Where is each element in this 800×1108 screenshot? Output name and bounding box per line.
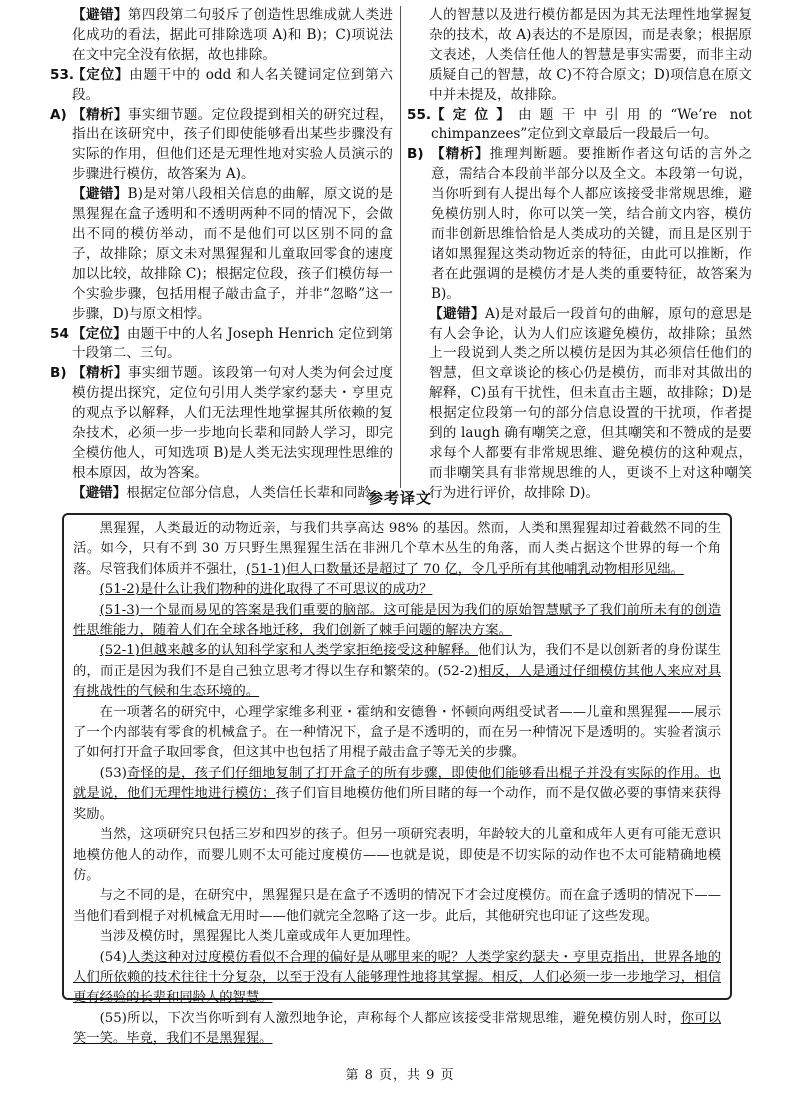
translation-box — [62, 513, 732, 1047]
analysis-text: 事实细节题。该段第一句对人类为何会过度模仿提出探究，定位句引用人类学家约瑟夫・亨里克的观点予以解释，人们无法理性地掌握其所依赖的复杂技术，必须一步一步地向长辈和同龄人学习，即完全模仿他人，可知选项 B)是人类无法实现理性思维的根本原因，故为答案。 — [72, 365, 394, 481]
translation-paragraph: 黑猩猩，人类最近的动物近亲，与我们共享高达 98% 的基因。然而，人类和黑猩猩却过着截然不同的生活。如今，只有不到 30 万只野生黑猩猩生活在非洲几个草木丛生的角落，而人类占据这个世界的每一个角落。尽管我们体质并不强壮，(51-1)但人口数量还是超过了 70 亿，令几乎所有其他哺乳动物相形见绌。 — [73, 521, 721, 577]
analysis-tag: 【精析】 — [431, 146, 490, 163]
locate-tag: 【定位】 — [72, 66, 130, 83]
locate-text: 由题干中的人名 Joseph Henrich 定位到第十段第二、三句。 — [72, 325, 394, 362]
question-53-locate — [50, 66, 393, 106]
translation-paragraph: (52-1)但越来越多的认知科学家和人类学家拒绝接受这种解释。他们认为，我们不是以创新者的身份谋生的，而正是因为我们不是自己独立思考才得以生存和繁荣的。(52-2)相反，人是通过仔细模仿其他人来应对具有挑战性的气候和生态环境的。 — [73, 643, 722, 700]
analysis-tag: 【精析】 — [72, 365, 128, 382]
translation-paragraph: 与之不同的是，在研究中，黑猩猩只是在盒子不透明的情况下才会过度模仿。而在盒子透明的情况下——当他们看到棍子对机械盒无用时——他们就完全忽略了这一步。此后，其他研究也印证了这些发现。 — [73, 888, 721, 924]
avoid-tag: 【避错】 — [72, 186, 128, 203]
page-footer: 第 8 页，共 9 页 — [345, 1068, 455, 1083]
question-54-locate — [50, 325, 393, 365]
avoid-tag: 【避错】 — [72, 484, 127, 501]
analysis-text: 事实细节题。定位段提到相关的研究过程，指出在该研究中，孩子们即使能够看出某些步骤没有实际的作用，但他们还是无理性地对实验人员演示的步骤进行模仿，故答案为 A)。 — [72, 106, 394, 183]
translation-paragraph: (55)所以，下次当你听到有人激烈地争论，声称每个人都应该接受非常规思维，避免模仿别人时，你可以笑一笑。毕竟，我们不是黑猩猩。 — [73, 1010, 722, 1047]
right-column — [407, 6, 752, 504]
avoid-tag: 【避错】 — [429, 305, 485, 322]
answer-55-analysis — [407, 145, 752, 304]
avoid-continuation-54: 人的智慧以及进行模仿都是因为其无法理性地掌握复杂的技术，故 A)表达的不是原因，而是表象；根据原文表述，人类信任他人的智慧是事实需要，而非主动质疑自己的智慧，故 C)不符合原文；D)项信息在原文中并未提及，故排除。 — [429, 7, 752, 103]
avoid-paragraph-52 — [50, 6, 393, 66]
avoid-paragraph-53 — [50, 185, 393, 324]
translation-paragraph: 当然，这项研究只包括三岁和四岁的孩子。但另一项研究表明，年龄较大的儿童和成年人更有可能无意识地模仿他人的动作，而婴儿则不太可能过度模仿——也就是说，即使是不切实际的动作也不太可能精确地模仿。 — [73, 827, 721, 883]
left-column — [50, 6, 393, 504]
avoid-tag: 【避错】 — [72, 7, 128, 23]
question-55-locate — [407, 106, 752, 146]
translation-paragraph: (51-2)是什么让我们物种的进化取得了不可思议的成功？ — [99, 582, 433, 598]
section-title: 参考译文 — [367, 489, 432, 507]
answer-53-analysis — [50, 106, 393, 186]
question-number: 55. — [407, 106, 432, 123]
translation-paragraph: (54)人类这种对过度模仿看似不合理的偏好是从哪里来的呢？人类学家约瑟夫・亨里克指出，世界各地的人们所依赖的技术往往十分复杂，以至于没有人能够理性地将其掌握。相反，人们必须一步一步地学习，相信更有经验的长辈和同龄人的智慧。 — [73, 949, 721, 1006]
analysis-text: 推理判断题。要推断作者这句话的言外之意，需结合本段前半部分以及全文。本段第一句说，当你听到有人提出每个人都应该接受非常规思维，避免模仿别人时，你可以笑一笑，结合前文内容，模仿而非创新思维恰恰是人类成功的关键，而且是区别于诸如黑猩猩这类动物近亲的特征，由此可以推断，作者在此强调的是模仿才是人类的重要特征，故答案为 B)。 — [431, 146, 753, 302]
locate-text: 由题干中引用的“We’re not chimpanzees”定位到文章最后一段最后一句。 — [431, 106, 752, 143]
translation-paragraph: 在一项著名的研究中，心理学家维多利亚・霍纳和安德鲁・怀顿向两组受试者——儿童和黑猩猩——展示了一个内部装有零食的机械盒子。在一种情况下，盒子是不透明的，而在另一种情况下是透明的。实验者演示了如何打开盒子取回零食，但这其中也包括了用棍子敲击盒子等无关的步骤。 — [73, 704, 721, 761]
translation-paragraph: (53)奇怪的是，孩子们仔细地复制了打开盒子的所有步骤，即使他们能够看出棍子并没有实际的作用。也就是说，他们无理性地进行模仿；孩子们盲目地模仿他们所目睹的每一个动作，而不是仅做必要的事情来获得奖励。 — [73, 765, 722, 822]
avoid-text: 根据定位部分信息，人类信任长辈和同龄 — [126, 484, 372, 501]
answer-letter: A) — [50, 106, 67, 123]
column-divider — [400, 6, 401, 488]
answer-letter: B) — [50, 365, 67, 382]
translation-paragraph: 当涉及模仿时，黑猩猩比人类儿童或成年人更加理性。 — [99, 929, 419, 945]
locate-text: 由题干中的 odd 和人名关键词定位到第六段。 — [72, 66, 394, 103]
avoid-text: A)是对最后一段首句的曲解，原句的意思是有人会争论，认为人们应该避免模仿，故排除；虽然上一段说到人类之所以模仿是因为其必须信任他们的智慧，但文章谈论的核心仍是模仿，而非对其做出的解释，C)虽有干扰性，但未直击主题，故排除；D)是根据定位段第一句的部分信息设置的干扰项，作者提到的 laugh 确有嘲笑之意，但其嘲笑和不赞成的是要求每个人都要有非常规思维、避免模仿的这种观点，而非嘲笑具有非常规思维的人，更谈不上对这种嘲笑行为进行评价，故排除 D)。 — [429, 305, 753, 501]
question-number: 53. — [50, 66, 75, 83]
translation-paragraph: (51-3)一个显而易见的答案是我们重要的脑部。这可能是因为我们的原始智慧赋予了我们前所未有的创造性思维能力，随着人们在全球各地迁移，我们创新了棘手问题的解决方案。 — [73, 602, 721, 639]
analysis-tag: 【精析】 — [72, 106, 128, 123]
question-number: 54 — [50, 325, 69, 342]
avoid-paragraph-55 — [407, 305, 752, 504]
answer-54-analysis — [50, 364, 393, 483]
answer-letter: B) — [407, 146, 424, 163]
locate-tag: 【定位】 — [431, 106, 519, 123]
locate-tag: 【定位】 — [72, 325, 127, 342]
avoid-text: 第四段第二句驳斥了创造性思维成就人类进化成功的看法，据此可排除选项 A)和 B)；C)项说法在文中完全没有依据，故也排除。 — [72, 7, 394, 63]
avoid-text: B)是对第八段相关信息的曲解，原文说的是黑猩猩在盒子透明和不透明两种不同的情况下，会做出不同的模仿举动，而不是他们可以区别不同的盒子，故排除；原文未对黑猩猩和儿童取回零食的速度加以比较，故排除 C)；根据定位段，孩子们模仿每一个实验步骤，包括用棍子敲击盒子，并非“忽略”这一步骤，D)与原文相悖。 — [72, 186, 394, 322]
